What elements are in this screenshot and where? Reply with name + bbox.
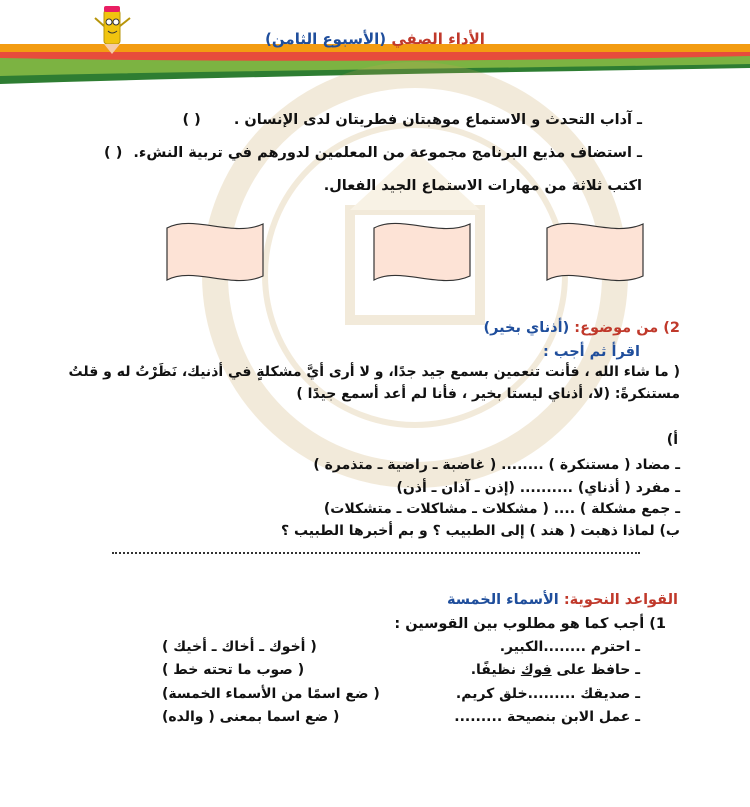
title-main: الأداء الصفي bbox=[391, 30, 485, 48]
question-singular: ـ مفرد ( أذناي) .......... (إذن ـ آذان ـ أذن) bbox=[396, 480, 680, 496]
part-b-question: ب) لماذا ذهبت ( هند ) إلى الطبيب ؟ و بم أخبرها الطبيب ؟ bbox=[280, 523, 680, 539]
topic-label: 2) من موضوع: bbox=[574, 320, 680, 336]
answer-banner-2[interactable] bbox=[370, 218, 474, 288]
part-a-label: أ) bbox=[666, 432, 678, 448]
answer-banner-1[interactable] bbox=[543, 218, 647, 288]
answer-banner-3[interactable] bbox=[163, 218, 267, 288]
grammar-row-2-hint: ( صوب ما تحته خط ) bbox=[162, 662, 305, 678]
skills-prompt: اكتب ثلاثة من مهارات الاستماع الجيد الفعال. bbox=[323, 178, 642, 194]
read-answer-instruction: اقرأ ثم أجب : bbox=[543, 344, 640, 360]
grammar-row-1-sentence: ـ احترم ........الكبير. bbox=[499, 639, 640, 655]
question-plural: ـ جمع مشكلة ) .... ( مشكلات ـ مشاكلات ـ متشكلات) bbox=[323, 501, 680, 517]
tf-item-2 bbox=[104, 145, 642, 161]
underlined-word: فوك bbox=[520, 662, 552, 678]
page-title bbox=[0, 30, 750, 48]
tf-item-1-text: ـ آداب التحدث و الاستماع موهبتان فطريتان لدى الإنسان . bbox=[233, 112, 642, 128]
tf-item-1-answer-box[interactable]: ( ) bbox=[182, 112, 201, 128]
grammar-instruction: 1) أجب كما هو مطلوب بين القوسين : bbox=[394, 616, 666, 632]
grammar-row-3-sentence: ـ صديقك .........خلق كريم. bbox=[455, 686, 640, 702]
grammar-row-4-hint: ( ضع اسما بمعنى ( والده) bbox=[162, 709, 340, 725]
grammar-heading bbox=[447, 592, 678, 608]
tf-item-2-text: ـ استضاف مذيع البرنامج مجموعة من المعلمين لدورهم في تربية النشء. bbox=[133, 145, 642, 161]
topic-name: (أذناي بخير) bbox=[483, 320, 570, 336]
grammar-row-3-hint: ( ضع اسمًا من الأسماء الخمسة) bbox=[162, 686, 380, 702]
grammar-row-4-sentence: ـ عمل الابن بنصيحة ......... bbox=[454, 709, 640, 725]
title-week: (الأسبوع الثامن) bbox=[265, 30, 387, 48]
question-antonym: ـ مضاد ( مستنكرة ) ........ ( غاضبة ـ راضية ـ متذمرة ) bbox=[313, 457, 680, 473]
passage-line-2: مستنكرةً: (لا، أذناي ليستا بخير ، فأنا لم أعد أسمع جيدًا ) bbox=[296, 386, 680, 402]
grammar-row-1-hint: ( أخوك ـ أخاك ـ أخيك ) bbox=[162, 639, 317, 655]
topic-heading bbox=[483, 320, 680, 336]
tf-item-1 bbox=[183, 112, 643, 128]
grammar-label: القواعد النحوية: bbox=[563, 592, 678, 608]
grammar-topic-name: الأسماء الخمسة bbox=[446, 592, 559, 608]
tf-item-2-answer-box[interactable]: ( ) bbox=[104, 145, 123, 161]
grammar-row-2-sentence: ـ حافظ على فوك نظيفًا. bbox=[470, 662, 640, 678]
section-divider bbox=[112, 552, 640, 554]
passage-line-1: ( ما شاء الله ، فأنت تنعمين بسمع جيد جدًا، و لا أرى أيَّ مشكلةٍ في أذنيك، نَظَرْتُ له و قلتُ bbox=[68, 364, 680, 380]
